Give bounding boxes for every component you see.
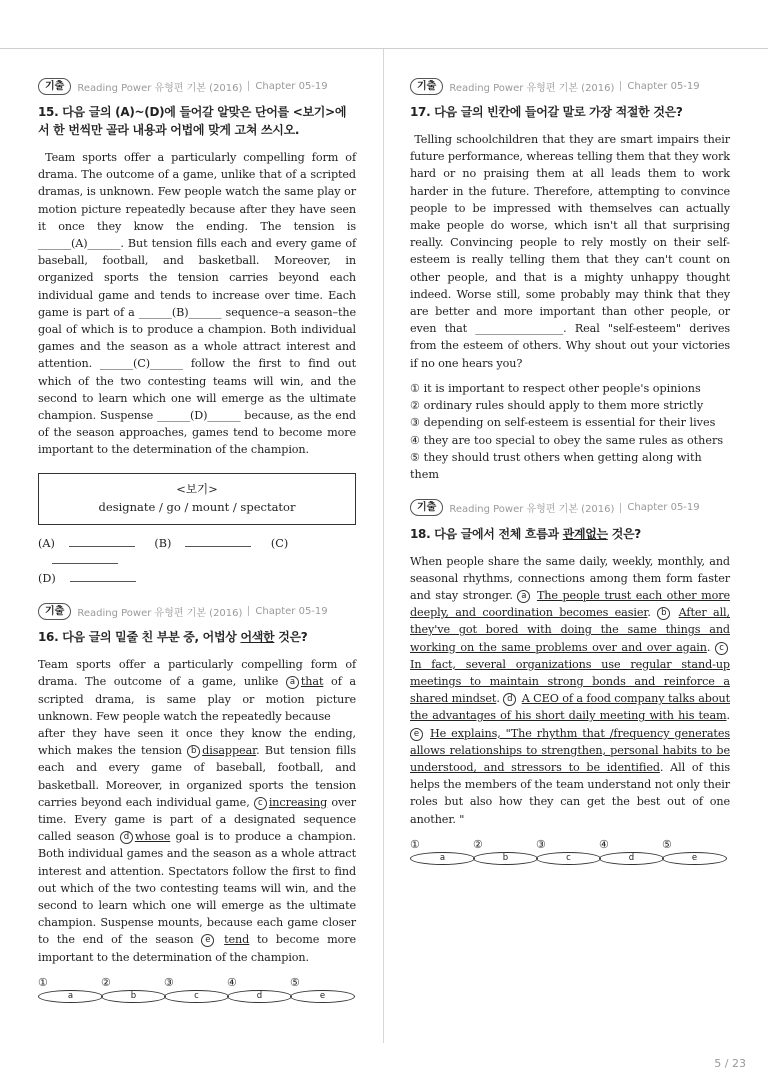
- underlined-a: The people trust each other more deeply, and coordination becomes easier: [410, 589, 731, 620]
- underlined-e: He explains, "The rhythm that /frequency generates allows relationships to strengthen, personal habits to be understood, and stressors to be identified: [410, 726, 730, 775]
- q15-source-row: [38, 76, 356, 96]
- choice-4[interactable]: ④ d: [599, 838, 662, 865]
- exam-tag: 기출: [38, 78, 71, 95]
- underlined-c: In fact, several organizations use regular stand-up meetings to maintain strong bonds and reinforce a shared mindset: [410, 657, 730, 706]
- underlined-a: that: [300, 675, 324, 689]
- source-label: Reading Power 유형편 기본 (2016): [449, 82, 615, 94]
- choice-3[interactable]: ③ c: [164, 976, 227, 1003]
- choice-3[interactable]: ③ c: [536, 838, 599, 865]
- page-number: 5 / 23: [714, 1057, 746, 1070]
- q15-title: 15. 다음 글의 (A)~(D)에 들어갈 알맞은 단어를 <보기>에서 한 번씩만 골라 내용과 어법에 맞게 고쳐 쓰시오.: [38, 105, 347, 137]
- exam-tag: 기출: [410, 499, 443, 516]
- marker-c: c: [715, 642, 728, 655]
- q15-word-box: [38, 473, 356, 525]
- marker-b: b: [187, 745, 200, 758]
- q17-source-row: [410, 76, 730, 96]
- option-5[interactable]: ⑤ they should trust others when getting along with them: [410, 451, 702, 482]
- answer-blank[interactable]: [52, 553, 118, 564]
- marker-c: c: [254, 797, 267, 810]
- option-4[interactable]: ④ they are too special to obey the same rules as others: [410, 433, 724, 447]
- title-underlined-word: 관계없는: [562, 526, 608, 541]
- option-1[interactable]: ① it is important to respect other people's opinions: [410, 381, 701, 395]
- q16-passage: Team sports offer a particularly compelling form of drama. The outcome of a game, unlike a that of a scripted drama, is same play or motion picture unknown. Few people watch the repeatedly because after they have seen it once they know the ending, which makes the tension b disappear. But tension fills each and every game of baseball, football, and basketball. Moreover, in organized sports the tension carries beyond each individual game, c increasing over time. Every game is part of a designated sequence called season d whose goal is to produce a champion. Both individual games and the season as a whole attract interest and attention. Spectators follow the first to find out which of the two contesting teams will win, and the second to learn which one will emerge as the ultimate champion. Suspense mounts, because each game closer to the end of the season e tend to become more important to the determination of the champion.: [38, 658, 356, 964]
- underlined-d: A CEO of a food company talks about the advantages of his short daily meeting with his team: [410, 692, 730, 723]
- answer-blank[interactable]: [69, 536, 135, 547]
- chapter-label: Chapter 05-19: [627, 80, 700, 92]
- q18-title: 18. 다음 글에서 전체 흐름과 관계없는 것은?: [410, 526, 641, 541]
- q15-passage: Team sports offer a particularly compelling form of drama. The outcome of a game, unlike that of a scripted dramas, is unknown. Few people watch the same play or motion picture repeatedly because after they have seen it once they know the ending. The tension is ______(A)______. But tension fills each and every game of baseball, football, and basketball. Moreover, in organized sports the tension carries beyond each individual game and tends to increase over time. Each game is part of a ______(B)______ sequence–a season–the goal of which is to produce a champion. Both individual games and the season as a whole attract interest and attention. ______(C)______ follow the first to find out which of the two contesting teams will win, and the second to learn which one will emerge as the ultimate champion. Suspense ______(D)______ because, as the end of the season approaches, games tend to become more important to the determination of the champion.: [38, 151, 360, 457]
- q18-source-row: [410, 498, 730, 518]
- q18-passage: When people share the same daily, weekly, monthly, and seasonal rhythms, connections among them form faster and stay stronger. a The people trust each other more deeply, and coordination becomes easier. b After all, they've got bored with doing the same things and working on the same problems over and over again. c In fact, several organizations use regular stand-up meetings to maintain strong bonds and reinforce a shared mindset. d A CEO of a food company talks about the advantages of his short daily meeting with his team. e He explains, "The rhythm that /frequency generates allows relationships to strengthen, personal habits to be understood, and stressors to be identified. All of this helps the members of the team understand not only their roles but also how they can get the best out of one another. ": [410, 554, 731, 826]
- q15-answer-lines: [38, 535, 356, 588]
- source-label: Reading Power 유형편 기본 (2016): [449, 504, 615, 516]
- box-words: designate / go / mount / spectator: [98, 499, 296, 514]
- choice-4[interactable]: ④ d: [227, 976, 290, 1003]
- underlined-b: disappear: [202, 744, 257, 758]
- marker-b: b: [657, 607, 670, 620]
- answer-label-c: (C): [270, 536, 289, 550]
- answer-label-a: (A): [38, 536, 55, 550]
- chapter-label: Chapter 05-19: [255, 80, 328, 92]
- marker-d: d: [503, 693, 516, 706]
- marker-a: a: [286, 676, 299, 689]
- header-rule: [0, 48, 768, 49]
- underlined-b: After all, they've got bored with doing the same things and working on the same problems over and over again: [410, 606, 730, 654]
- q17-options: [410, 380, 730, 484]
- exam-tag: 기출: [410, 78, 443, 95]
- chapter-label: Chapter 05-19: [627, 502, 700, 514]
- underlined-e: tend: [224, 933, 250, 947]
- separator: [620, 81, 621, 91]
- choice-5[interactable]: ⑤ e: [290, 976, 353, 1003]
- left-column: [38, 76, 360, 1003]
- source-label: Reading Power 유형편 기본 (2016): [77, 607, 243, 619]
- q16-title: 16. 다음 글의 밑줄 친 부분 중, 어법상 어색한 것은?: [38, 630, 308, 645]
- q17-passage: Telling schoolchildren that they are smart impairs their future performance, whereas telling them that they work hard or no praising them at all leads them to work harder in the future. Therefore, attempting to convince people to be impressed with themselves can actually make people do worse, which isn't all that surprising really. Convincing people to rely mostly on their self-esteem is really telling them that they can't count on other people, and that is a mighty unhappy thought indeed. Worse still, some probably may think that they are better and more important than other people, or even that ________________. Real "self-esteem" derives from the esteem of others. Why shout out your victories if no one hears you?: [410, 133, 734, 370]
- underlined-d: whose: [134, 830, 171, 844]
- marker-d: d: [120, 831, 133, 844]
- q16-source-row: [38, 601, 356, 621]
- marker-a: a: [517, 590, 530, 603]
- right-column: [410, 76, 734, 865]
- answer-blank[interactable]: [185, 536, 251, 547]
- answer-label-b: (B): [154, 536, 172, 550]
- choice-1[interactable]: ① a: [410, 838, 473, 865]
- q16-choices: [38, 976, 356, 1003]
- separator: [248, 606, 249, 616]
- choice-2[interactable]: ② b: [473, 838, 536, 865]
- separator: [620, 503, 621, 513]
- choice-1[interactable]: ① a: [38, 976, 101, 1003]
- marker-e: e: [201, 934, 214, 947]
- exam-tag: 기출: [38, 603, 71, 620]
- column-divider: [383, 49, 384, 1043]
- marker-e: e: [410, 728, 423, 741]
- q18-choices: [410, 838, 730, 865]
- choice-2[interactable]: ② b: [101, 976, 164, 1003]
- choice-5[interactable]: ⑤ e: [662, 838, 725, 865]
- box-title: <보기>: [176, 481, 218, 496]
- answer-label-d: (D): [38, 571, 56, 585]
- source-label: Reading Power 유형편 기본 (2016): [77, 82, 243, 94]
- option-2[interactable]: ② ordinary rules should apply to them more strictly: [410, 399, 704, 413]
- title-underlined-word: 어색한: [240, 630, 275, 645]
- chapter-label: Chapter 05-19: [255, 605, 328, 617]
- underlined-c: increasing: [268, 795, 328, 809]
- separator: [248, 81, 249, 91]
- option-3[interactable]: ③ depending on self-esteem is essential for their lives: [410, 416, 716, 430]
- q17-title: 17. 다음 글의 빈칸에 들어갈 말로 가장 적절한 것은?: [410, 105, 683, 119]
- answer-blank[interactable]: [70, 571, 136, 582]
